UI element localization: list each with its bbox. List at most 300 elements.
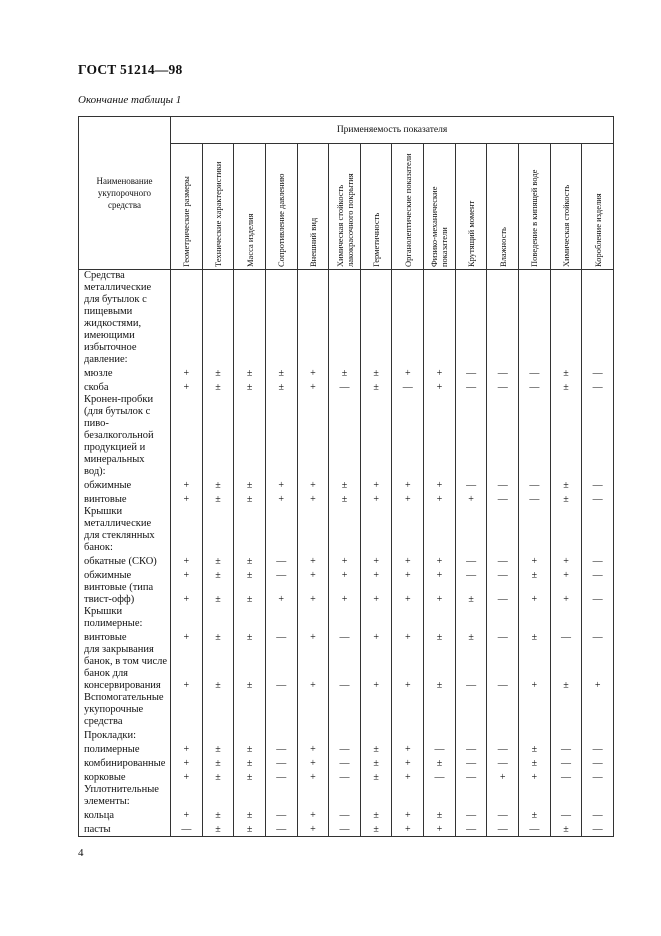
row-name: корковые: [79, 770, 171, 784]
table-cell: ±: [360, 822, 392, 837]
table-cell: ±: [202, 478, 234, 492]
row-name: обкатные (СКО): [79, 554, 171, 568]
table-cell: ±: [550, 822, 582, 837]
table-cell: +: [455, 492, 487, 506]
table-cell: [171, 394, 203, 478]
table-cell: [297, 394, 329, 478]
row-name: винтовые: [79, 630, 171, 644]
table-cell: —: [455, 478, 487, 492]
row-name: полимерные: [79, 742, 171, 756]
table-cell: [392, 784, 424, 808]
table-cell: [329, 692, 361, 728]
table-cell: —: [487, 554, 519, 568]
table-cell: [424, 692, 456, 728]
table-cell: —: [582, 366, 614, 380]
table-row: [79, 644, 614, 692]
table-cell: +: [297, 554, 329, 568]
table-cell: —: [265, 630, 297, 644]
table-cell: —: [455, 770, 487, 784]
table-cell: +: [171, 380, 203, 394]
table-row: [79, 630, 614, 644]
table-cell: +: [424, 492, 456, 506]
table-row: [79, 478, 614, 492]
table-cell: —: [582, 582, 614, 606]
table-cell: [424, 728, 456, 742]
table-cell: ±: [202, 808, 234, 822]
table-cell: [550, 506, 582, 554]
table-cell: ±: [265, 380, 297, 394]
table-cell: [329, 728, 361, 742]
table-cell: —: [265, 770, 297, 784]
table-cell: +: [392, 822, 424, 837]
table-cell: [424, 394, 456, 478]
table-cell: +: [392, 770, 424, 784]
table-cell: [360, 728, 392, 742]
table-cell: +: [297, 756, 329, 770]
table-cell: —: [487, 644, 519, 692]
table-cell: [455, 394, 487, 478]
table-cell: ±: [202, 630, 234, 644]
table-cell: [297, 784, 329, 808]
table-cell: +: [392, 630, 424, 644]
column-header: [171, 144, 203, 270]
table-cell: ±: [329, 478, 361, 492]
row-name: Средства металлические для бутылок с пищевыми жидкостями, имеющими избыточное давление:: [79, 270, 171, 367]
table-cell: ±: [360, 742, 392, 756]
table-cell: [424, 606, 456, 630]
table-cell: ±: [550, 478, 582, 492]
column-header-label: Коробление изделия: [592, 192, 603, 267]
table-cell: —: [424, 770, 456, 784]
table-cell: ±: [202, 582, 234, 606]
table-cell: +: [392, 756, 424, 770]
table-cell: ±: [519, 742, 551, 756]
column-header: [455, 144, 487, 270]
table-cell: [234, 784, 266, 808]
table-cell: [487, 728, 519, 742]
column-header: [424, 144, 456, 270]
table-caption: Окончание таблицы 1: [78, 94, 182, 106]
table-cell: —: [487, 478, 519, 492]
table-cell: —: [582, 822, 614, 837]
table-cell: —: [582, 742, 614, 756]
name-header-line: Наименование: [96, 176, 153, 186]
table-cell: +: [519, 582, 551, 606]
table-cell: ±: [234, 644, 266, 692]
table-cell: [455, 784, 487, 808]
table-row: [79, 808, 614, 822]
table-cell: —: [487, 630, 519, 644]
table-cell: —: [455, 380, 487, 394]
table-cell: +: [171, 756, 203, 770]
name-column-header: [79, 117, 171, 270]
table-cell: [582, 728, 614, 742]
table-cell: +: [550, 582, 582, 606]
table-cell: —: [329, 630, 361, 644]
row-name: Кронен-пробки (для бутылок с пиво-безалкогольной продукцией и минеральных вод):: [79, 394, 171, 478]
table-cell: ±: [455, 630, 487, 644]
column-header: [329, 144, 361, 270]
table-cell: +: [360, 582, 392, 606]
table-cell: —: [582, 492, 614, 506]
table-cell: +: [171, 742, 203, 756]
table-cell: —: [455, 742, 487, 756]
table-cell: +: [171, 582, 203, 606]
table-cell: —: [519, 492, 551, 506]
table-cell: [455, 506, 487, 554]
table-cell: [487, 692, 519, 728]
table-cell: ±: [519, 808, 551, 822]
column-header-label: Органолептические показатели: [402, 152, 413, 267]
column-header: [487, 144, 519, 270]
table-cell: ±: [202, 554, 234, 568]
page-number: 4: [78, 847, 84, 859]
table-cell: —: [582, 568, 614, 582]
table-cell: —: [329, 380, 361, 394]
table-cell: [202, 270, 234, 367]
table-cell: +: [297, 742, 329, 756]
table-cell: +: [392, 568, 424, 582]
column-header-label: Геометрические размеры: [181, 175, 192, 267]
table-cell: +: [171, 554, 203, 568]
table-cell: +: [424, 822, 456, 837]
table-cell: [234, 692, 266, 728]
table-cell: +: [297, 582, 329, 606]
table-cell: [392, 728, 424, 742]
table-cell: ±: [202, 644, 234, 692]
table-cell: +: [297, 492, 329, 506]
table-cell: [329, 506, 361, 554]
table-cell: [582, 270, 614, 367]
name-header-line: средства: [107, 200, 141, 210]
table-cell: +: [550, 568, 582, 582]
table-cell: [424, 784, 456, 808]
column-header-label: Химическая стойкость: [561, 184, 571, 267]
table-cell: [360, 606, 392, 630]
row-name: Уплотнительные элементы:: [79, 784, 171, 808]
row-name: винтовые: [79, 492, 171, 506]
table-cell: —: [265, 756, 297, 770]
table-cell: ±: [234, 630, 266, 644]
table-cell: ±: [234, 568, 266, 582]
table-cell: —: [171, 822, 203, 837]
table-cell: [519, 606, 551, 630]
table-cell: —: [329, 742, 361, 756]
table-cell: +: [550, 554, 582, 568]
table-cell: [487, 394, 519, 478]
table-cell: —: [265, 808, 297, 822]
table-cell: [487, 606, 519, 630]
column-header: [360, 144, 392, 270]
table-cell: ±: [550, 644, 582, 692]
table-cell: [487, 270, 519, 367]
table-cell: —: [519, 478, 551, 492]
table-cell: —: [329, 770, 361, 784]
row-name: обжимные: [79, 568, 171, 582]
table-cell: [455, 728, 487, 742]
table-cell: —: [487, 380, 519, 394]
table-cell: ±: [202, 492, 234, 506]
row-name: Крышки полимерные:: [79, 606, 171, 630]
table-cell: [455, 692, 487, 728]
table-cell: [234, 606, 266, 630]
table-cell: [519, 692, 551, 728]
table-cell: [360, 394, 392, 478]
row-name: обжимные: [79, 478, 171, 492]
table-row: [79, 606, 614, 630]
table-cell: +: [171, 568, 203, 582]
table-row: [79, 692, 614, 728]
table-row: [79, 270, 614, 367]
table-cell: ±: [202, 742, 234, 756]
table-cell: +: [297, 478, 329, 492]
column-header-label: Физико-механические показатели: [429, 186, 450, 267]
table-cell: +: [297, 822, 329, 837]
applicability-header: Применяемость показателя: [171, 117, 614, 144]
table-cell: [582, 784, 614, 808]
table-cell: [392, 692, 424, 728]
table-cell: +: [424, 380, 456, 394]
table-cell: ±: [234, 582, 266, 606]
table-cell: ±: [265, 366, 297, 380]
table-cell: +: [329, 554, 361, 568]
table-cell: —: [487, 582, 519, 606]
table-cell: +: [487, 770, 519, 784]
table-cell: —: [487, 568, 519, 582]
applicability-table: [78, 116, 614, 837]
table-cell: [234, 506, 266, 554]
table-cell: [234, 728, 266, 742]
table-row: [79, 394, 614, 478]
column-header: [519, 144, 551, 270]
row-name: пасты: [79, 822, 171, 837]
table-cell: [360, 506, 392, 554]
table-cell: ±: [234, 554, 266, 568]
table-cell: —: [487, 742, 519, 756]
table-cell: ±: [550, 492, 582, 506]
table-row: [79, 756, 614, 770]
table-cell: +: [582, 644, 614, 692]
table-cell: [329, 270, 361, 367]
table-cell: —: [455, 554, 487, 568]
column-header: [392, 144, 424, 270]
table-cell: —: [550, 756, 582, 770]
table-cell: ±: [234, 808, 266, 822]
row-name: кольца: [79, 808, 171, 822]
table-cell: +: [297, 366, 329, 380]
table-cell: —: [265, 644, 297, 692]
table-cell: +: [360, 478, 392, 492]
table-cell: —: [582, 554, 614, 568]
column-header-label: Сопротивление давлению: [276, 173, 287, 267]
column-header-label: Герметичность: [371, 212, 382, 267]
table-cell: [392, 270, 424, 367]
table-cell: +: [171, 808, 203, 822]
table-cell: [171, 692, 203, 728]
table-cell: [171, 606, 203, 630]
table-cell: ±: [550, 380, 582, 394]
table-cell: [582, 394, 614, 478]
table-cell: ±: [202, 380, 234, 394]
table-cell: [234, 394, 266, 478]
table-row: [79, 554, 614, 568]
table-cell: ±: [329, 492, 361, 506]
table-cell: —: [487, 822, 519, 837]
table-cell: [297, 506, 329, 554]
table-cell: +: [360, 554, 392, 568]
table-cell: +: [297, 770, 329, 784]
table-cell: [550, 394, 582, 478]
table-cell: +: [360, 630, 392, 644]
column-header-label: Технические характеристики: [212, 161, 223, 267]
table-cell: +: [329, 568, 361, 582]
table-cell: +: [171, 770, 203, 784]
table-cell: [202, 728, 234, 742]
table-cell: —: [455, 822, 487, 837]
table-cell: [265, 606, 297, 630]
table-cell: [234, 270, 266, 367]
table-cell: ±: [360, 380, 392, 394]
table-cell: ±: [202, 568, 234, 582]
table-cell: —: [265, 822, 297, 837]
table-cell: +: [297, 380, 329, 394]
table-cell: —: [455, 568, 487, 582]
table-cell: ±: [455, 582, 487, 606]
table-cell: +: [424, 582, 456, 606]
table-cell: —: [550, 630, 582, 644]
column-header-label: Влажность: [497, 226, 508, 267]
table-cell: —: [424, 742, 456, 756]
table-cell: ±: [234, 756, 266, 770]
table-cell: [265, 784, 297, 808]
table-cell: —: [487, 808, 519, 822]
table-cell: +: [392, 366, 424, 380]
table-cell: [550, 270, 582, 367]
table-cell: [550, 692, 582, 728]
row-name: мюзле: [79, 366, 171, 380]
table-cell: [519, 728, 551, 742]
table-cell: —: [329, 644, 361, 692]
table-cell: ±: [519, 568, 551, 582]
row-name: скоба: [79, 380, 171, 394]
table-cell: +: [360, 644, 392, 692]
table-cell: [265, 728, 297, 742]
table-cell: +: [171, 630, 203, 644]
table-cell: [171, 270, 203, 367]
column-header-label: Крутящий момент: [466, 200, 477, 267]
table-row: [79, 822, 614, 837]
table-cell: ±: [234, 366, 266, 380]
table-cell: +: [360, 492, 392, 506]
table-cell: [424, 270, 456, 367]
table-cell: [297, 270, 329, 367]
column-header: [582, 144, 614, 270]
table-cell: +: [171, 492, 203, 506]
table-cell: [171, 728, 203, 742]
table-cell: +: [329, 582, 361, 606]
table-row: [79, 770, 614, 784]
table-cell: +: [519, 770, 551, 784]
table-cell: [550, 784, 582, 808]
column-header-label: Внешний вид: [307, 217, 318, 267]
table-cell: +: [297, 568, 329, 582]
table-cell: [202, 506, 234, 554]
table-cell: —: [265, 554, 297, 568]
table-cell: ±: [424, 756, 456, 770]
table-cell: [519, 784, 551, 808]
table-cell: ±: [424, 630, 456, 644]
table-cell: —: [550, 742, 582, 756]
table-row: [79, 742, 614, 756]
table-cell: —: [487, 756, 519, 770]
table-cell: [392, 394, 424, 478]
table-cell: [392, 506, 424, 554]
column-header: [297, 144, 329, 270]
table-cell: [202, 394, 234, 478]
table-cell: +: [392, 808, 424, 822]
table-row: [79, 728, 614, 742]
table-cell: [360, 270, 392, 367]
table-cell: —: [487, 366, 519, 380]
table-cell: +: [265, 492, 297, 506]
table-cell: +: [392, 582, 424, 606]
table-cell: +: [392, 492, 424, 506]
table-cell: [329, 394, 361, 478]
column-header: [265, 144, 297, 270]
table-row: [79, 366, 614, 380]
table-cell: +: [265, 478, 297, 492]
table-cell: ±: [424, 808, 456, 822]
table-row: [79, 582, 614, 606]
table-cell: [455, 606, 487, 630]
table-cell: ±: [234, 822, 266, 837]
table-cell: +: [519, 554, 551, 568]
table-cell: [171, 784, 203, 808]
table-cell: ±: [202, 770, 234, 784]
table-row: [79, 568, 614, 582]
table-cell: [297, 728, 329, 742]
table-cell: —: [550, 770, 582, 784]
table-cell: +: [424, 366, 456, 380]
table-cell: ±: [519, 630, 551, 644]
table-cell: [202, 784, 234, 808]
table-cell: —: [455, 808, 487, 822]
table-cell: ±: [519, 756, 551, 770]
table-cell: +: [424, 478, 456, 492]
table-cell: —: [519, 822, 551, 837]
table-cell: +: [265, 582, 297, 606]
table-cell: [265, 270, 297, 367]
table-cell: —: [582, 630, 614, 644]
table-cell: —: [582, 770, 614, 784]
table-cell: ±: [550, 366, 582, 380]
table-cell: [487, 784, 519, 808]
table-cell: —: [582, 808, 614, 822]
table-cell: —: [455, 366, 487, 380]
table-cell: [582, 692, 614, 728]
table-cell: [582, 606, 614, 630]
table-cell: [519, 394, 551, 478]
table-cell: +: [392, 644, 424, 692]
table-cell: +: [392, 742, 424, 756]
table-cell: +: [297, 644, 329, 692]
table-cell: —: [550, 808, 582, 822]
table-cell: [360, 784, 392, 808]
column-header: [550, 144, 582, 270]
table-cell: [297, 692, 329, 728]
table-cell: —: [329, 808, 361, 822]
table-cell: [360, 692, 392, 728]
